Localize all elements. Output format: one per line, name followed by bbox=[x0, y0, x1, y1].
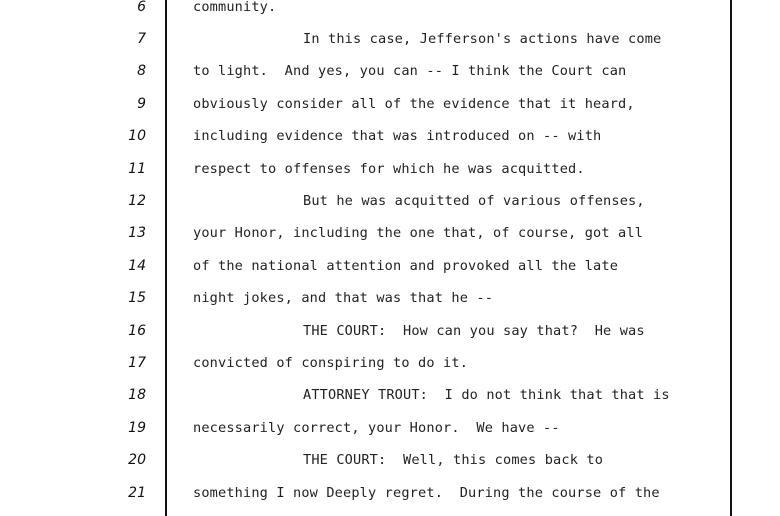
line-number: 19 bbox=[128, 420, 146, 436]
transcript-line: community. bbox=[193, 0, 277, 15]
transcript-line: including evidence that was introduced on -- with bbox=[193, 128, 602, 144]
line-number: 14 bbox=[128, 258, 146, 274]
line-number: 17 bbox=[128, 355, 146, 371]
transcript-line: ATTORNEY TROUT: I do not think that that is bbox=[303, 387, 670, 403]
transcript-line: In this case, Jefferson's actions have come bbox=[303, 31, 662, 47]
transcript-line: of the national attention and provoked all the late bbox=[193, 258, 619, 274]
transcript-line: THE COURT: Well, this comes back to bbox=[303, 452, 604, 468]
line-number: 6 bbox=[137, 0, 146, 15]
transcript-line: necessarily correct, your Honor. We have -- bbox=[193, 420, 560, 436]
line-number: 13 bbox=[128, 225, 146, 241]
transcript-line: THE COURT: How can you say that? He was bbox=[303, 323, 645, 339]
transcript-line: to light. And yes, you can -- I think the Court can bbox=[193, 63, 627, 79]
line-number: 11 bbox=[128, 161, 146, 177]
line-number: 20 bbox=[128, 452, 146, 468]
transcript-line: respect to offenses for which he was acquitted. bbox=[193, 161, 585, 177]
transcript-line: something I now Deeply regret. During the course of the bbox=[193, 485, 660, 501]
line-number: 7 bbox=[137, 31, 146, 47]
line-number: 12 bbox=[128, 193, 146, 209]
line-number: 8 bbox=[137, 63, 146, 79]
transcript-line: night jokes, and that was that he -- bbox=[193, 290, 494, 306]
line-number: 15 bbox=[128, 290, 146, 306]
line-number: 18 bbox=[128, 387, 146, 403]
line-number: 10 bbox=[128, 128, 146, 144]
line-number: 21 bbox=[128, 485, 146, 501]
transcript-line: convicted of conspiring to do it. bbox=[193, 355, 469, 371]
left-margin-rule bbox=[165, 0, 167, 516]
line-number: 16 bbox=[128, 323, 146, 339]
transcript-line: obviously consider all of the evidence that it heard, bbox=[193, 96, 635, 112]
transcript-line: your Honor, including the one that, of course, got all bbox=[193, 225, 644, 241]
transcript-line: But he was acquitted of various offenses, bbox=[303, 193, 645, 209]
line-number: 9 bbox=[137, 96, 146, 112]
right-margin-rule bbox=[730, 0, 732, 516]
